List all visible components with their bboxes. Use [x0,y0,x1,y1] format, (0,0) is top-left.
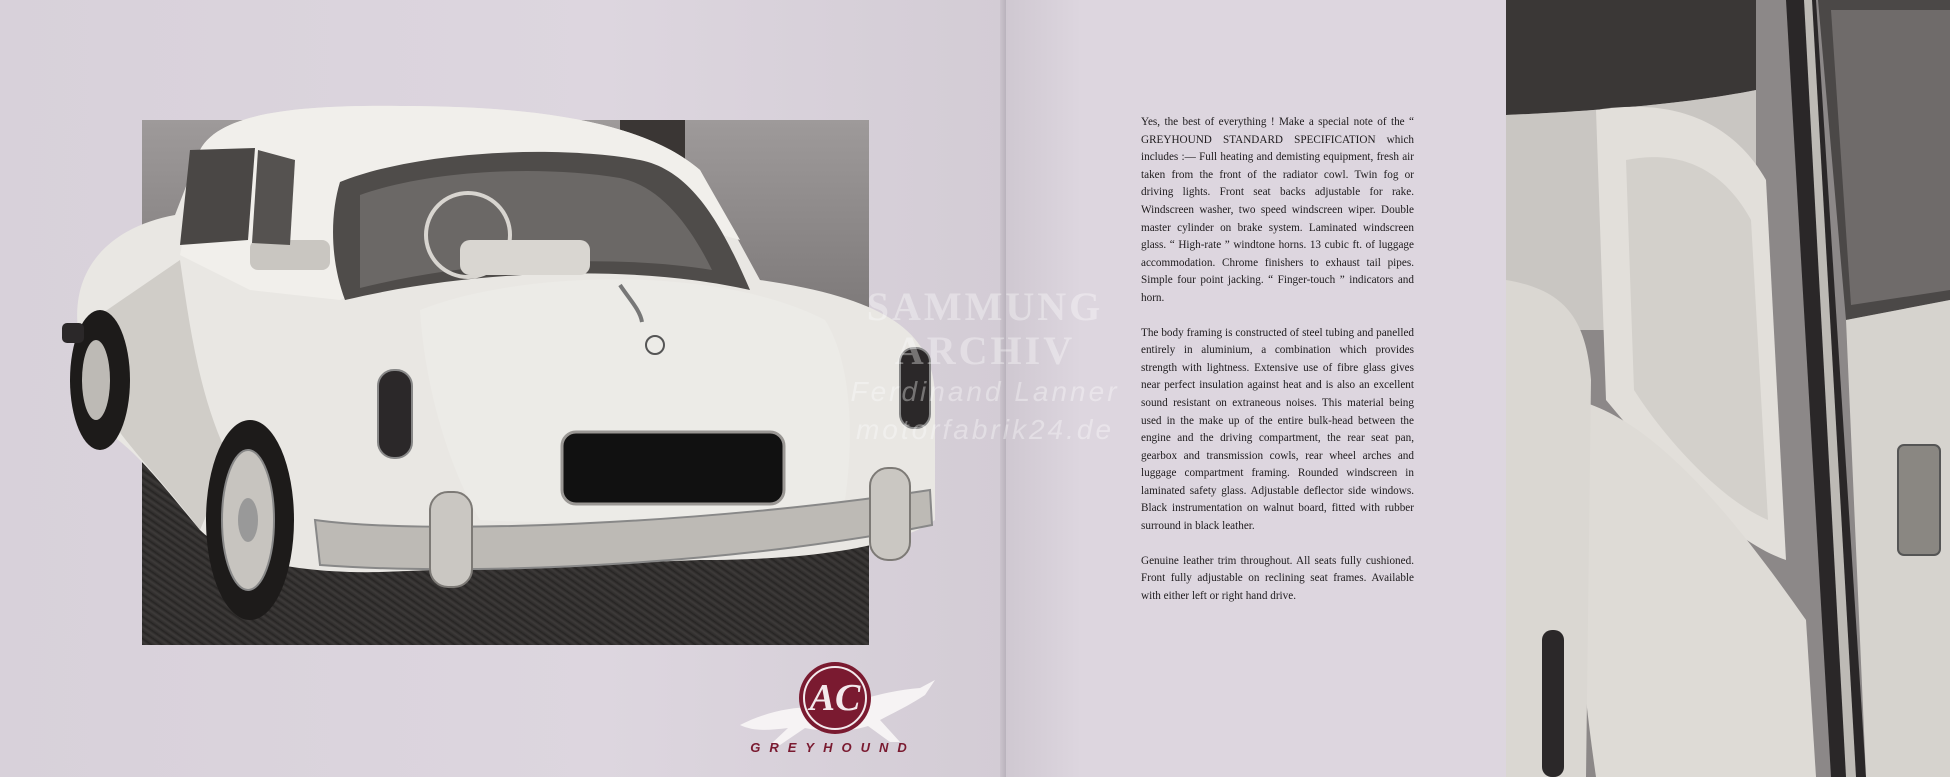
watermark-line: ARCHIV [894,328,1076,373]
watermark-line: motorfabrik24.de [855,414,1115,445]
watermark-line: SAMMUNG [866,284,1104,329]
logo-monogram: AC [809,677,861,719]
watermark-line: Ferdinand Lanner [850,376,1120,407]
spec-paragraph: Genuine leather trim throughout. All seats fully cushioned. Front fully adjustable on reclining seat frames. Available with either left or right hand drive. [1141,554,1414,602]
spec-paragraph: Yes, the best of everything ! Make a special note of the “ GREYHOUND STANDARD SPECIFICATION which includes :— Full heating and demisting equipment, fresh air taken from the front of the radiator cowl. Twin fog or driving lights. Front seat backs adjustable for rake. Windscreen washer, two speed windscreen wiper. Double master cylinder on brake system. Laminated windscreen glass. “ High-rate ” windtone horns. 13 cubic ft. of luggage accommodation. Chrome finishers to exhaust tail pipes. Simple four point jacking. “ Finger-touch ” indicators and horn. [1141,116,1414,304]
specification-text [1141,114,1414,622]
interior-photo [1506,0,1950,777]
logo-wordmark: GREYHOUND [750,740,916,755]
spec-paragraph: The body framing is constructed of steel tubing and panelled entirely in aluminium, a combination which provides strength with lightness. Extensive use of fibre glass gives near perfect insulation against heat and is also an excellent sound resistant on extraneous noises. This material being used in the make up of the entire bulk-head between the engine and the driving compartment, the rear seat pan, gearbox and transmission cowls, rear wheel arches and luggage compartment framing. Rounded windscreen in laminated safety glass. Adjustable deflector side windows. Black instrumentation on walnut board, fitted with rubber surround in black leather. [1141,326,1414,533]
